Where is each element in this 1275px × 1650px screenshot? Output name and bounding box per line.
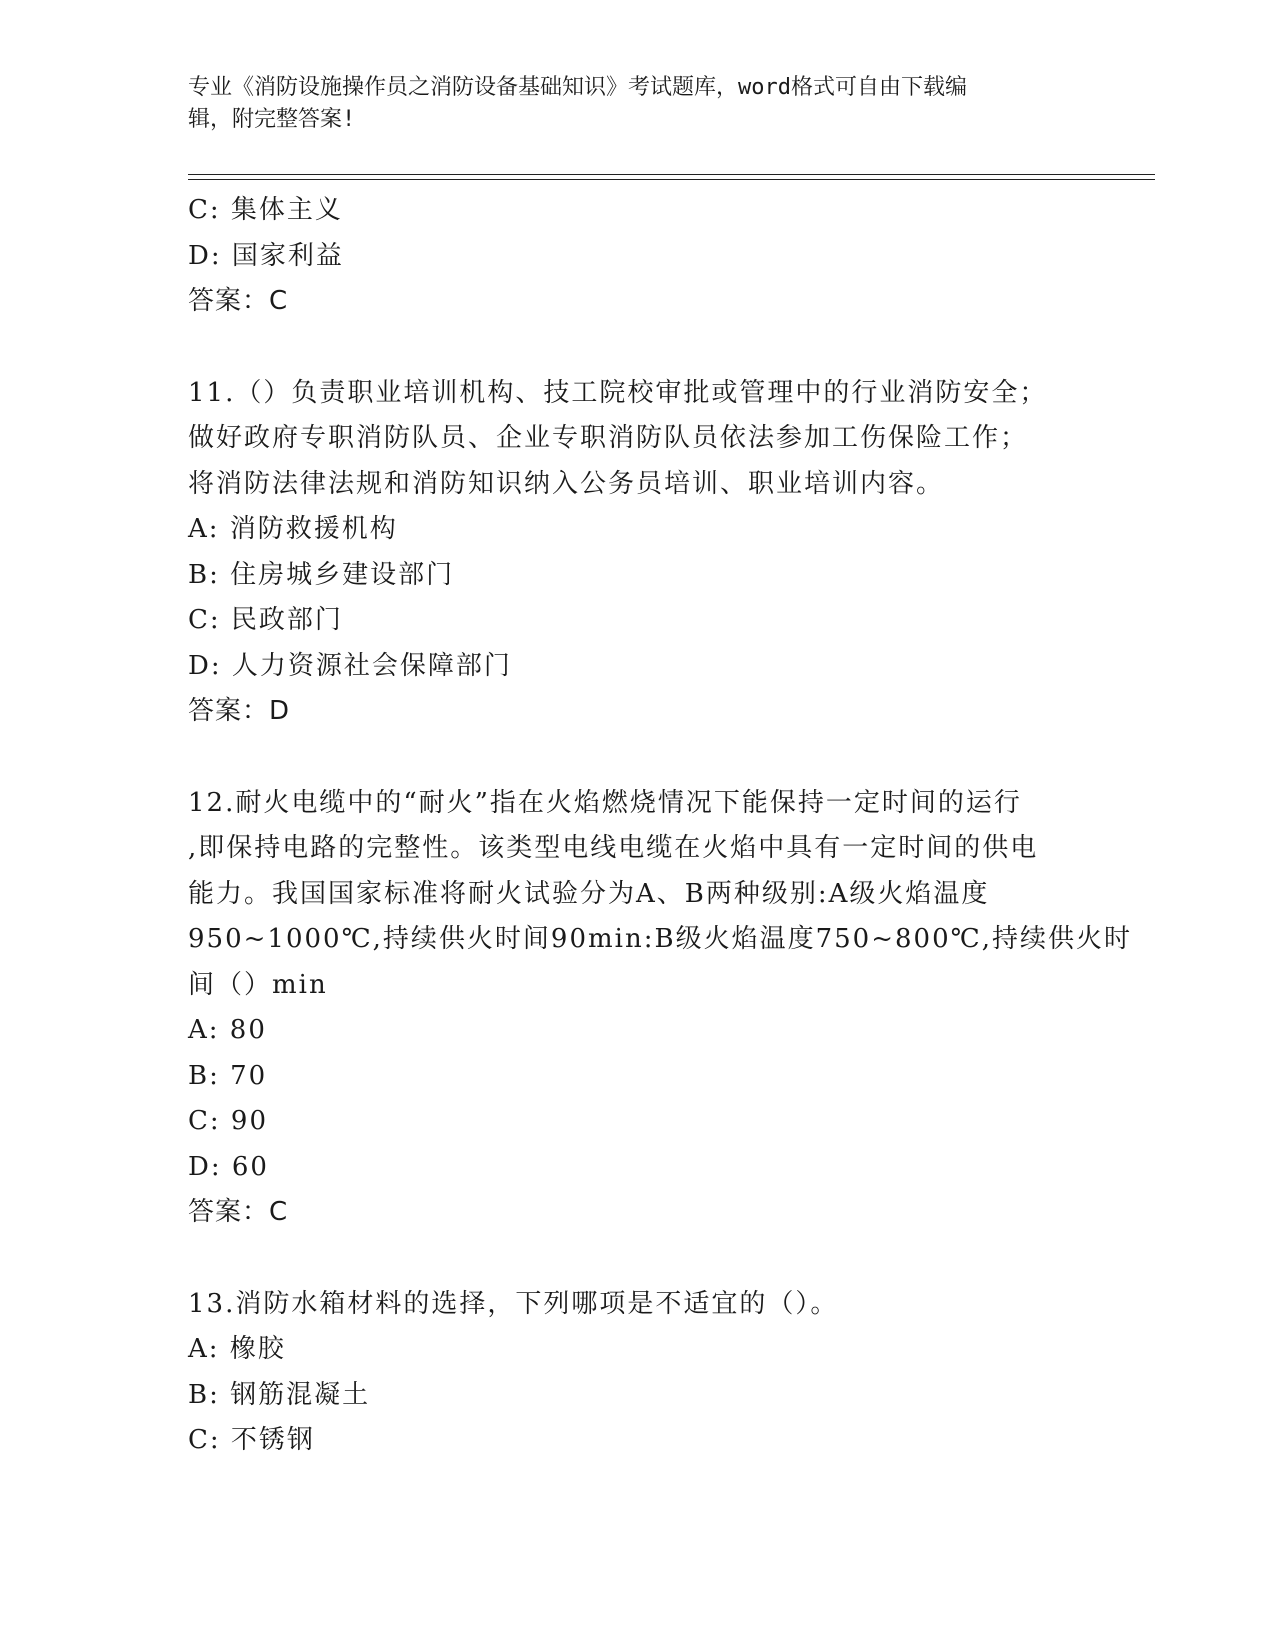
question-stem-line: 950~1000℃,持续供火时间90min:B级火焰温度750~800℃,持续供火时	[188, 924, 1132, 954]
question-11	[188, 371, 1088, 735]
header-line-1: 专业《消防设施操作员之消防设备基础知识》考试题库，word格式可自由下载编	[188, 75, 967, 100]
option-d: D: 国家利益	[188, 240, 344, 271]
answer: 答案：D	[188, 696, 291, 726]
page-header	[188, 72, 1068, 136]
question-stem-line: 做好政府专职消防队员、企业专职消防队员依法参加工伤保险工作；	[188, 423, 1029, 453]
option-c: C: 民政部门	[188, 605, 343, 635]
option-c: C: 集体主义	[188, 195, 343, 225]
option-a: A: 消防救援机构	[188, 514, 398, 544]
option-b: B: 70	[188, 1060, 268, 1091]
question-stem-line: ,即保持电路的完整性。该类型电线电缆在火焰中具有一定时间的供电	[188, 833, 1039, 863]
header-rule-bottom	[188, 179, 1155, 180]
question-12	[188, 781, 1132, 1236]
question-10-remainder	[188, 188, 1088, 325]
answer: 答案：C	[188, 286, 289, 316]
question-stem-line: 能力。我国国家标准将耐火试验分为A、B两种级别:A级火焰温度	[188, 878, 990, 909]
option-b: B: 住房城乡建设部门	[188, 559, 455, 590]
option-a: A: 橡胶	[188, 1334, 286, 1364]
option-b: B: 钢筋混凝土	[188, 1379, 371, 1410]
question-13	[188, 1282, 1088, 1464]
option-d: D: 60	[188, 1151, 269, 1182]
header-rule-top	[188, 174, 1155, 175]
answer: 答案：C	[188, 1197, 289, 1227]
header-line-2: 辑，附完整答案!	[188, 107, 356, 132]
question-stem-line: 12.耐火电缆中的“耐火”指在火焰燃烧情况下能保持一定时间的运行	[188, 787, 1022, 818]
question-list	[188, 188, 1132, 1464]
option-c: C: 90	[188, 1106, 269, 1136]
option-d: D: 人力资源社会保障部门	[188, 650, 512, 681]
question-stem-line: 11.（）负责职业培训机构、技工院校审批或管理中的行业消防安全；	[188, 377, 1048, 408]
option-a: A: 80	[188, 1015, 267, 1045]
question-stem-line: 13.消防水箱材料的选择，下列哪项是不适宜的（）。	[188, 1288, 839, 1319]
question-stem-line: 将消防法律法规和消防知识纳入公务员培训、职业培训内容。	[188, 468, 945, 499]
question-stem-line: 间（）min	[188, 969, 328, 1000]
option-c: C: 不锈钢	[188, 1425, 315, 1455]
